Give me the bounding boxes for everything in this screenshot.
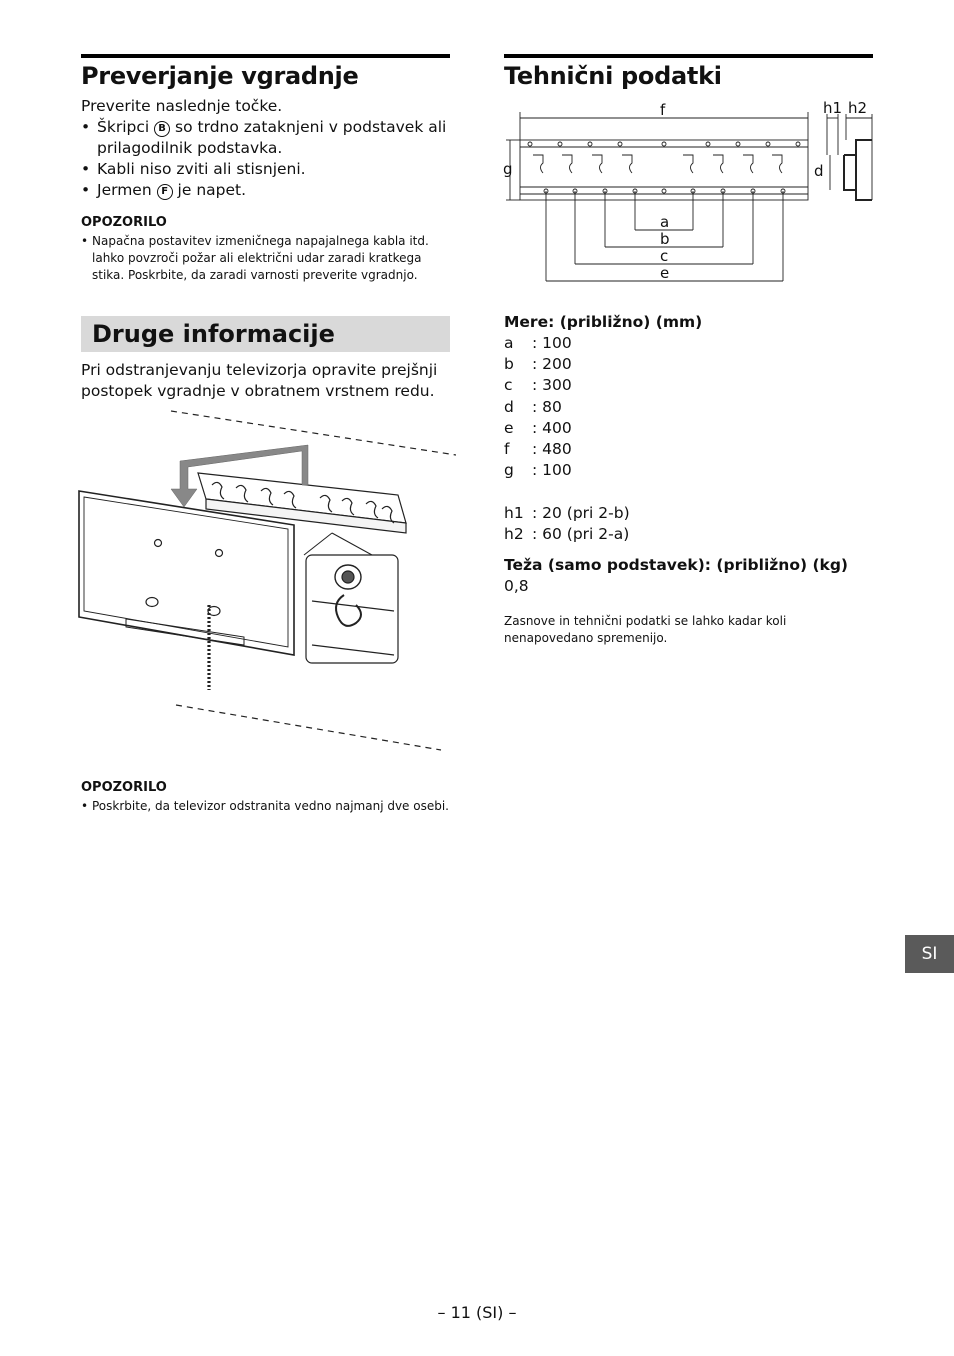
warning-list — [81, 233, 450, 284]
left-column — [81, 54, 450, 402]
dim-label-f: f — [660, 101, 666, 119]
dim-label-a: a — [660, 213, 670, 231]
dim-label-d: d — [814, 162, 824, 180]
warning-item: • Napačna postavitev izmeničnega napajalnega kabla itd. lahko povzroči požar ali električni udar zaradi kratkega stika. Poskrbite, da zaradi varnosti preverite vgradnjo. — [81, 233, 450, 284]
language-tab: SI — [905, 935, 954, 973]
tv-removal-illustration — [76, 405, 456, 755]
right-column — [504, 54, 873, 96]
table-row: f : 480 — [504, 440, 572, 459]
warning-title: OPOZORILO — [81, 780, 167, 795]
list-item: • Kabli niso zviti ali stisnjeni. — [81, 159, 450, 180]
bracket-dimension-diagram — [500, 95, 880, 290]
section-rule — [81, 54, 450, 58]
list-item: • Jermen F je napet. — [81, 180, 450, 201]
check-intro: Preverite naslednje točke. — [81, 97, 283, 115]
other-text: Pri odstranjevanju televizorja opravite prejšnji postopek vgradnje v obratnem vrstnem redu. — [81, 361, 438, 400]
table-row: h2 : 60 (pri 2-a) — [504, 524, 630, 543]
dims-title: Mere: (približno) (mm) — [504, 313, 703, 331]
check-title: Preverjanje vgradnje — [81, 62, 359, 90]
list-item: • Škripci B so trdno zataknjeni v podstavek ali prilagodilnik podstavka. — [81, 117, 450, 159]
dim-label-b: b — [660, 230, 670, 248]
table-spacer — [504, 481, 630, 502]
table-row: h1 : 20 (pri 2-b) — [504, 503, 630, 522]
weight-title: Teža (samo podstavek): (približno) (kg) — [504, 556, 849, 575]
warning-item: • Poskrbite, da televizor odstranita vedno najmanj dve osebi. — [81, 798, 450, 815]
section-rule — [504, 54, 873, 58]
dim-label-h2: h2 — [848, 99, 868, 117]
table-row: b : 200 — [504, 355, 572, 374]
dim-label-g: g — [503, 160, 513, 178]
table-row: d : 80 — [504, 397, 562, 416]
table-row: c : 300 — [504, 376, 572, 395]
mark-f-icon: F — [157, 184, 173, 200]
check-list — [81, 117, 450, 201]
specs-block — [504, 312, 873, 647]
tech-title: Tehnični podatki — [504, 62, 722, 90]
spec-note: Zasnove in tehnični podatki se lahko kadar koli nenapovedano spremenijo. — [504, 614, 787, 646]
dim-label-h1: h1 — [823, 99, 843, 117]
other-warning — [81, 780, 450, 815]
table-row: g : 100 — [504, 461, 572, 480]
weight-value: 0,8 — [504, 577, 529, 596]
warning-title: OPOZORILO — [81, 215, 167, 230]
table-row: e : 400 — [504, 418, 572, 437]
dims-table — [504, 333, 630, 545]
page-number: – 11 (SI) – — [437, 1303, 517, 1322]
dim-label-c: c — [660, 247, 669, 265]
dim-label-e: e — [660, 264, 670, 282]
mark-b-icon: B — [154, 121, 170, 137]
other-title: Druge informacije — [81, 316, 450, 352]
table-row: a : 100 — [504, 334, 572, 352]
warning-list — [81, 798, 450, 815]
